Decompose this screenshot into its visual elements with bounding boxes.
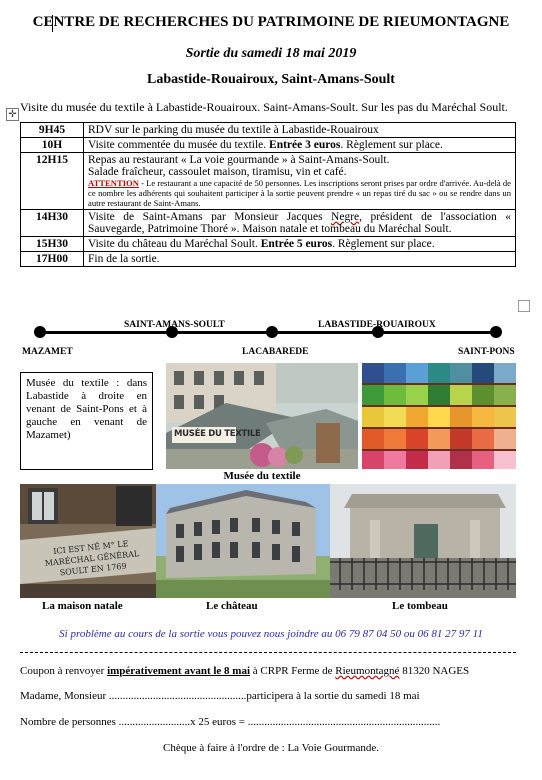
coupon-place: Rieumontagné <box>335 665 400 677</box>
stop-lacabarede: LACABAREDE <box>242 347 309 357</box>
activity-cell <box>84 138 516 153</box>
caption-musee: Musée du textile <box>223 470 301 482</box>
tombeau-photo <box>330 484 516 598</box>
maison-natale-photo <box>20 484 156 598</box>
intro-text: Visite du musée du textile à Labastide-Rouairoux. Saint-Amans-Soult. Sur les pas du Maréchal Soult. <box>20 100 508 114</box>
guide-name: Negre <box>331 211 360 223</box>
plaque-text: ICI EST NÉ M° LE MARÉCHAL GÉNÉRAL SOULT EN 1769 <box>44 539 140 578</box>
time-cell: 9H45 <box>21 123 84 138</box>
page-title: CENTRE DE RECHERCHES DU PATRIMOINE DE RIEUMONTAGNE <box>32 14 510 30</box>
table-row <box>21 153 516 210</box>
move-handle-icon[interactable]: ✛ <box>6 108 19 121</box>
madame-line: Madame, Monsieur ..................................................participera à la sortie du samedi 18 mai <box>20 690 420 702</box>
stop-saint-pons: SAINT-PONS <box>458 347 515 357</box>
route-stop-dot <box>266 326 278 338</box>
activity-cell: Fin de la sortie. <box>84 252 516 267</box>
table-row <box>21 252 516 267</box>
activity-cell <box>84 210 516 237</box>
stop-labastide: LABASTIDE-ROUAIROUX <box>318 320 436 330</box>
contact-text: Si problème au cours de la sortie vous pouvez nous joindre au 06 79 87 04 50 ou 06 81 27 97 11 <box>59 628 483 640</box>
table-row <box>21 123 516 138</box>
menu-text: Salade fraîcheur, cassoulet maison, tiramisu, vin et café. <box>88 166 347 178</box>
museum-info-box: Musée du textile : dans Labastide à droite en venant de Saint-Pons et à gauche en venant de Mazamet) <box>20 372 153 470</box>
chateau-photo <box>156 484 330 598</box>
caption-tombeau: Le tombeau <box>392 600 448 612</box>
locations-heading: Labastide-Rouairoux, Saint-Amans-Soult <box>147 72 395 87</box>
coupon-part: 81320 NAGES <box>399 665 470 677</box>
activity-text: Visite de Saint-Amans par Monsieur Jacques <box>88 211 332 223</box>
activity-text: Visite du château du Maréchal Soult. <box>88 238 261 250</box>
activity-text: Visite commentée du musée du textile. <box>88 139 270 151</box>
activity-text: . Règlement sur place. <box>340 139 443 151</box>
activity-cell <box>84 153 516 210</box>
coupon-part: à CRPR Ferme de <box>250 665 336 677</box>
museum-sign-text: MUSÉE DU TEXTILE <box>174 429 261 439</box>
table-row <box>21 210 516 237</box>
route-stop-dot <box>490 326 502 338</box>
time-cell: 15H30 <box>21 237 84 252</box>
attention-note <box>88 178 511 208</box>
route-stop-dot <box>34 326 46 338</box>
table-row <box>21 237 516 252</box>
attention-text: - Le restaurant a une capacité de 50 personnes. Les inscriptions seront prises par ordre d'arrivée. Au-delà de ce nombre les adhérents qui souhaitent participer à la sortie peuvent prendre « un repas tiré du sac » ou se rendre dans un autre restaurant de Saint-Amans. <box>88 178 511 208</box>
table-row <box>21 138 516 153</box>
caption-chateau: Le château <box>206 600 258 612</box>
museum-photo-drawing <box>166 363 358 469</box>
price-text: Entrée 3 euros <box>269 139 341 151</box>
time-cell: 14H30 <box>21 210 84 237</box>
program-table <box>20 122 516 267</box>
activity-cell <box>84 237 516 252</box>
tombeau-drawing <box>330 484 516 598</box>
wool-photo <box>362 363 516 469</box>
time-cell: 12H15 <box>21 153 84 210</box>
stop-saint-amans: SAINT-AMANS-SOULT <box>124 320 225 330</box>
chateau-drawing <box>156 484 330 598</box>
coupon-part: Coupon à renvoyer <box>20 665 108 677</box>
time-cell: 17H00 <box>21 252 84 267</box>
subtitle: Sortie du samedi 18 mai 2019 <box>185 46 357 61</box>
caption-maison: La maison natale <box>42 600 123 612</box>
wool-photo-drawing <box>362 363 516 469</box>
cut-line <box>20 652 516 653</box>
resize-handle-icon[interactable] <box>518 300 530 312</box>
time-cell: 10H <box>21 138 84 153</box>
museum-photo <box>166 363 358 469</box>
activity-text: . Règlement sur place. <box>332 238 435 250</box>
restaurant-text: Repas au restaurant « La voie gourmande » à Saint-Amans-Soult. <box>88 154 390 166</box>
activity-text: , président de l'association « Sauvegarde, Patrimoine Thoré ». Maison natale et tombeau du Maréchal Soult. <box>88 211 511 235</box>
attention-label: ATTENTION <box>88 178 139 188</box>
activity-cell: RDV sur le parking du musée du textile à Labastide-Rouairoux <box>84 123 516 138</box>
persons-line: Nombre de personnes ..........................x 25 euros = ...................................................................... <box>20 716 441 728</box>
cheque-text: Chèque à faire à l'ordre de : La Voie Gourmande. <box>163 742 379 754</box>
stop-mazamet: MAZAMET <box>22 347 73 357</box>
coupon-deadline: impérativement avant le 8 mai <box>107 665 251 677</box>
price-text: Entrée 5 euros <box>260 238 333 250</box>
coupon-text <box>20 665 469 677</box>
